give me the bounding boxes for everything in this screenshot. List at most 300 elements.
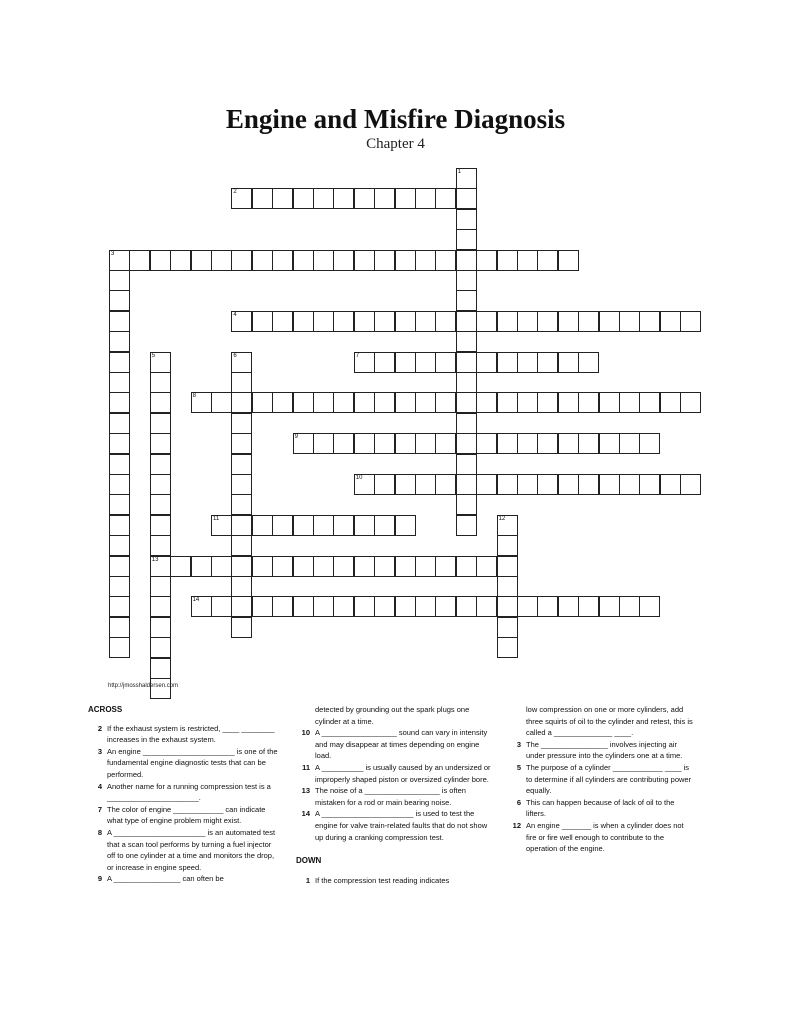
grid-cell[interactable] (395, 474, 416, 495)
clue-continuation: detected by grounding out the spark plugs one cylinder at a time. (315, 705, 470, 726)
grid-cell[interactable] (619, 311, 640, 332)
clue-text: A __________________ sound can vary in intensity and may disappear at times depending on engine load. (315, 728, 488, 761)
grid-cell[interactable] (333, 250, 354, 271)
grid-cell[interactable] (456, 494, 477, 515)
grid-cell[interactable] (252, 250, 273, 271)
grid-cell[interactable] (354, 433, 375, 454)
grid-number: 11 (213, 515, 220, 522)
grid-cell[interactable] (497, 352, 518, 373)
grid-cell[interactable] (109, 392, 130, 413)
grid-cell[interactable] (497, 637, 518, 658)
grid-cell[interactable] (211, 392, 232, 413)
grid-cell[interactable] (333, 392, 354, 413)
grid-cell[interactable] (272, 188, 293, 209)
clue-number: 6 (516, 797, 521, 807)
grid-cell[interactable] (272, 311, 293, 332)
grid-cell[interactable] (109, 454, 130, 475)
grid-cell[interactable] (456, 596, 477, 617)
grid-cell[interactable] (252, 556, 273, 577)
grid-cell[interactable] (313, 392, 334, 413)
grid-cell[interactable] (293, 188, 314, 209)
grid-cell[interactable] (497, 250, 518, 271)
across-clue-13 (296, 785, 492, 808)
grid-cell[interactable] (415, 188, 436, 209)
grid-cell[interactable] (354, 596, 375, 617)
grid-cell[interactable] (109, 311, 130, 332)
grid-cell[interactable] (456, 290, 477, 311)
grid-cell[interactable] (231, 515, 252, 536)
clue-text: The color of engine ____________ can indicate what type of engine problem might exist. (107, 804, 266, 826)
grid-cell[interactable] (150, 576, 171, 597)
grid-cell[interactable] (517, 250, 538, 271)
clue-number: 4 (97, 781, 102, 791)
grid-cell[interactable] (231, 188, 252, 209)
grid-cell[interactable] (395, 188, 416, 209)
grid-cell[interactable] (150, 250, 171, 271)
grid-cell[interactable] (456, 433, 477, 454)
grid-cell[interactable] (578, 311, 599, 332)
grid-cell[interactable] (537, 352, 558, 373)
clue-number: 7 (97, 804, 102, 814)
grid-cell[interactable] (395, 596, 416, 617)
grid-cell[interactable] (517, 596, 538, 617)
grid-cell[interactable] (456, 413, 477, 434)
across-clue-3 (88, 746, 278, 781)
grid-cell[interactable] (231, 372, 252, 393)
grid-cell[interactable] (435, 352, 456, 373)
grid-cell[interactable] (415, 352, 436, 373)
clue-text: The noise of a __________________ is often mistaken for a rod or main bearing noise. (315, 786, 466, 807)
clue-text: If the compression test reading indicates (315, 875, 450, 885)
grid-cell[interactable] (680, 392, 701, 413)
grid-cell[interactable] (252, 188, 273, 209)
grid-cell[interactable] (231, 433, 252, 454)
grid-cell[interactable] (231, 392, 252, 413)
grid-cell[interactable] (211, 596, 232, 617)
grid-cell[interactable] (619, 474, 640, 495)
grid-cell[interactable] (578, 596, 599, 617)
grid-cell[interactable] (354, 188, 375, 209)
grid-cell[interactable] (578, 352, 599, 373)
grid-cell[interactable] (150, 515, 171, 536)
clue-number: 1 (305, 875, 310, 885)
grid-cell[interactable] (599, 392, 620, 413)
grid-cell[interactable] (395, 515, 416, 536)
grid-cell[interactable] (395, 433, 416, 454)
grid-cell[interactable] (415, 433, 436, 454)
grid-cell[interactable] (558, 392, 579, 413)
grid-cell[interactable] (150, 637, 171, 658)
grid-cell[interactable] (497, 535, 518, 556)
grid-cell[interactable] (476, 250, 497, 271)
grid-cell[interactable] (231, 556, 252, 577)
grid-cell[interactable] (170, 556, 191, 577)
grid-cell[interactable] (619, 433, 640, 454)
page-title: Engine and Misfire Diagnosis (225, 104, 566, 134)
grid-cell[interactable] (211, 515, 232, 536)
grid-cell[interactable] (191, 556, 212, 577)
grid-cell[interactable] (109, 556, 130, 577)
grid-cell[interactable] (456, 311, 477, 332)
grid-cell[interactable] (293, 515, 314, 536)
grid-cell[interactable] (272, 250, 293, 271)
grid-cell[interactable] (150, 392, 171, 413)
grid-cell[interactable] (191, 392, 212, 413)
clue-number: 8 (97, 827, 102, 837)
grid-cell[interactable] (211, 250, 232, 271)
grid-cell[interactable] (680, 311, 701, 332)
grid-cell[interactable] (231, 311, 252, 332)
grid-cell[interactable] (252, 596, 273, 617)
grid-cell[interactable] (109, 372, 130, 393)
grid-cell[interactable] (231, 250, 252, 271)
grid-cell[interactable] (558, 250, 579, 271)
grid-number: 3 (111, 250, 115, 257)
grid-number: 8 (192, 393, 196, 400)
grid-cell[interactable] (476, 596, 497, 617)
grid-cell[interactable] (517, 433, 538, 454)
grid-cell[interactable] (456, 331, 477, 352)
clue-number: 3 (97, 746, 102, 756)
grid-cell[interactable] (599, 433, 620, 454)
grid-cell[interactable] (456, 556, 477, 577)
grid-cell[interactable] (354, 556, 375, 577)
grid-cell[interactable] (456, 250, 477, 271)
grid-cell[interactable] (435, 188, 456, 209)
clue-text: A __________ is usually caused by an undersized or improperly shaped piston or oversized cylinder bore. (315, 762, 491, 784)
grid-cell[interactable] (354, 352, 375, 373)
grid-cell[interactable] (456, 515, 477, 536)
clue-number: 14 (301, 809, 310, 819)
grid-cell[interactable] (476, 311, 497, 332)
grid-number: 13 (151, 556, 159, 563)
grid-cell[interactable] (537, 474, 558, 495)
grid-cell[interactable] (537, 250, 558, 271)
grid-cell[interactable] (415, 474, 436, 495)
grid-cell[interactable] (415, 311, 436, 332)
grid-cell[interactable] (599, 311, 620, 332)
grid-cell[interactable] (639, 474, 660, 495)
grid-cell[interactable] (395, 392, 416, 413)
grid-cell[interactable] (476, 474, 497, 495)
across-clue-10 (296, 727, 492, 762)
grid-cell[interactable] (639, 392, 660, 413)
grid-cell[interactable] (537, 392, 558, 413)
grid-cell[interactable] (497, 556, 518, 577)
grid-cell[interactable] (395, 250, 416, 271)
grid-cell[interactable] (374, 596, 395, 617)
grid-cell[interactable] (109, 515, 130, 536)
grid-cell[interactable] (578, 474, 599, 495)
grid-cell[interactable] (354, 392, 375, 413)
grid-cell[interactable] (293, 311, 314, 332)
grid-cell[interactable] (293, 250, 314, 271)
grid-cell[interactable] (415, 556, 436, 577)
grid-cell[interactable] (150, 556, 171, 577)
clues-column-2 (296, 704, 492, 886)
grid-cell[interactable] (456, 168, 477, 189)
grid-cell[interactable] (293, 596, 314, 617)
grid-cell[interactable] (374, 474, 395, 495)
grid-cell[interactable] (497, 515, 518, 536)
grid-cell[interactable] (333, 556, 354, 577)
grid-cell[interactable] (558, 352, 579, 373)
across-clue-8 (88, 827, 278, 873)
grid-cell[interactable] (313, 311, 334, 332)
grid-cell[interactable] (435, 433, 456, 454)
grid-cell[interactable] (639, 433, 660, 454)
grid-cell[interactable] (517, 311, 538, 332)
grid-cell[interactable] (456, 392, 477, 413)
grid-cell[interactable] (272, 392, 293, 413)
grid-cell[interactable] (497, 474, 518, 495)
grid-cell[interactable] (313, 433, 334, 454)
grid-cell[interactable] (293, 433, 314, 454)
grid-cell[interactable] (191, 250, 212, 271)
grid-cell[interactable] (109, 596, 130, 617)
grid-cell[interactable] (395, 352, 416, 373)
down-clue-3 (507, 739, 693, 762)
grid-cell[interactable] (109, 331, 130, 352)
clue-number: 2 (97, 723, 102, 733)
grid-cell[interactable] (497, 596, 518, 617)
grid-cell[interactable] (395, 311, 416, 332)
grid-cell[interactable] (435, 311, 456, 332)
clue-text: If the exhaust system is restricted, ____ ________ increases in the exhaust system. (107, 723, 275, 745)
grid-cell[interactable] (170, 250, 191, 271)
grid-cell[interactable] (456, 454, 477, 475)
clue-number: 13 (301, 786, 310, 796)
clue-number: 12 (512, 820, 521, 830)
grid-cell[interactable] (272, 515, 293, 536)
grid-cell[interactable] (374, 392, 395, 413)
grid-cell[interactable] (599, 596, 620, 617)
clue-text: A ______________________ is used to test the engine for valve train-related faults that do not show up during a cranking compression test. (315, 809, 488, 842)
grid-cell[interactable] (354, 250, 375, 271)
grid-cell[interactable] (497, 617, 518, 638)
grid-cell[interactable] (333, 188, 354, 209)
grid-cell[interactable] (374, 515, 395, 536)
grid-cell[interactable] (231, 617, 252, 638)
clue-number: 3 (516, 739, 521, 749)
grid-cell[interactable] (313, 596, 334, 617)
grid-cell[interactable] (537, 311, 558, 332)
grid-cell[interactable] (476, 392, 497, 413)
grid-cell[interactable] (497, 311, 518, 332)
clue-text: A ________________ can often be (107, 874, 224, 884)
grid-cell[interactable] (109, 433, 130, 454)
clue-text: Another name for a running compression test is a ______________________. (107, 781, 271, 803)
grid-cell[interactable] (374, 188, 395, 209)
grid-cell[interactable] (354, 474, 375, 495)
grid-cell[interactable] (252, 311, 273, 332)
grid-cell[interactable] (456, 372, 477, 393)
grid-cell[interactable] (660, 392, 681, 413)
clue-text: An engine _______ is when a cylinder does not fire or fire well enough to contribute to the operation of the engine. (526, 820, 684, 854)
clue-number: 10 (301, 728, 310, 738)
grid-cell[interactable] (333, 433, 354, 454)
across-clue-14 (296, 808, 492, 843)
grid-cell[interactable] (435, 474, 456, 495)
grid-cell[interactable] (231, 454, 252, 475)
grid-cell[interactable] (517, 474, 538, 495)
grid-cell[interactable] (293, 556, 314, 577)
grid-cell[interactable] (456, 352, 477, 373)
grid-cell[interactable] (109, 617, 130, 638)
grid-cell[interactable] (109, 474, 130, 495)
grid-cell[interactable] (231, 576, 252, 597)
grid-cell[interactable] (231, 535, 252, 556)
grid-cell[interactable] (578, 433, 599, 454)
grid-cell[interactable] (558, 311, 579, 332)
grid-cell[interactable] (272, 596, 293, 617)
grid-cell[interactable] (415, 596, 436, 617)
grid-cell[interactable] (231, 413, 252, 434)
grid-number: 4 (233, 311, 237, 318)
grid-cell[interactable] (150, 372, 171, 393)
down-clue-12 (507, 820, 693, 855)
clue-continuation: low compression on one or more cylinders, add three squirts of oil to the cylinder and retest, this is called a ______________ ____. (526, 705, 693, 738)
grid-number: 12 (498, 515, 506, 522)
clue-text: A ______________________ is an automated test that a scan tool performs by turning a fuel injector off to one cylinder at a time and monitors the drop, or increase in engine speed. (107, 827, 276, 872)
grid-number: 9 (294, 434, 298, 441)
down-clue-6 (507, 797, 693, 820)
grid-cell[interactable] (109, 290, 130, 311)
grid-cell[interactable] (150, 617, 171, 638)
down-heading: DOWN (296, 856, 322, 866)
grid-cell[interactable] (150, 433, 171, 454)
grid-cell[interactable] (619, 392, 640, 413)
grid-cell[interactable] (639, 311, 660, 332)
grid-cell[interactable] (456, 229, 477, 250)
grid-cell[interactable] (313, 188, 334, 209)
grid-cell[interactable] (231, 494, 252, 515)
clue-number: 5 (516, 762, 521, 772)
grid-cell[interactable] (109, 576, 130, 597)
grid-cell[interactable] (476, 352, 497, 373)
grid-cell[interactable] (354, 311, 375, 332)
grid-cell[interactable] (191, 596, 212, 617)
credit-url: http://jmosshaldersen.com (108, 683, 179, 689)
grid-cell[interactable] (456, 270, 477, 291)
grid-cell[interactable] (109, 413, 130, 434)
grid-cell[interactable] (415, 392, 436, 413)
grid-cell[interactable] (374, 250, 395, 271)
grid-cell[interactable] (619, 596, 640, 617)
across-clue-4 (88, 781, 278, 804)
grid-cell[interactable] (435, 556, 456, 577)
grid-cell[interactable] (497, 576, 518, 597)
grid-cell[interactable] (293, 392, 314, 413)
grid-cell[interactable] (558, 596, 579, 617)
grid-cell[interactable] (456, 209, 477, 230)
grid-cell[interactable] (476, 433, 497, 454)
grid-cell[interactable] (109, 637, 130, 658)
grid-cell[interactable] (109, 352, 130, 373)
grid-cell[interactable] (578, 392, 599, 413)
grid-cell[interactable] (252, 392, 273, 413)
grid-cell[interactable] (333, 596, 354, 617)
grid-cell[interactable] (435, 250, 456, 271)
grid-cell[interactable] (558, 433, 579, 454)
grid-cell[interactable] (517, 352, 538, 373)
grid-number: 6 (233, 352, 237, 359)
across-heading: ACROSS (88, 705, 123, 714)
grid-cell[interactable] (333, 311, 354, 332)
grid-cell[interactable] (129, 250, 150, 271)
grid-cell[interactable] (456, 188, 477, 209)
grid-cell[interactable] (252, 515, 273, 536)
grid-cell[interactable] (374, 311, 395, 332)
grid-cell[interactable] (109, 250, 130, 271)
grid-cell[interactable] (599, 474, 620, 495)
across-clue-list (88, 723, 278, 885)
grid-cell[interactable] (313, 515, 334, 536)
grid-cell[interactable] (272, 556, 293, 577)
grid-cell[interactable] (333, 515, 354, 536)
grid-cell[interactable] (109, 535, 130, 556)
grid-cell[interactable] (680, 474, 701, 495)
grid-cell[interactable] (150, 474, 171, 495)
grid-cell[interactable] (150, 352, 171, 373)
down-clue-5 (507, 762, 693, 797)
clue-number: 11 (302, 762, 310, 772)
clue-text: An engine ______________________ is one of the fundamental engine diagnostic tests that can be performed. (107, 746, 278, 779)
grid-cell[interactable] (660, 474, 681, 495)
clue-text: The purpose of a cylinder ____________ ____ is to determine if all cylinders are contributing power equally. (526, 762, 692, 796)
grid-cell[interactable] (109, 270, 130, 291)
clues-column-3 (507, 704, 693, 855)
grid-number: 2 (233, 189, 237, 196)
grid-cell[interactable] (537, 596, 558, 617)
grid-cell[interactable] (374, 556, 395, 577)
page-subtitle: Chapter 4 (366, 136, 425, 152)
grid-cell[interactable] (313, 250, 334, 271)
grid-cell[interactable] (639, 596, 660, 617)
grid-cell[interactable] (211, 556, 232, 577)
grid-cell[interactable] (354, 515, 375, 536)
grid-cell[interactable] (537, 433, 558, 454)
grid-cell[interactable] (231, 596, 252, 617)
grid-cell[interactable] (150, 494, 171, 515)
grid-cell[interactable] (497, 392, 518, 413)
grid-cell[interactable] (517, 392, 538, 413)
grid-cell[interactable] (150, 596, 171, 617)
grid-cell[interactable] (150, 658, 171, 679)
grid-cell[interactable] (435, 596, 456, 617)
grid-cell[interactable] (150, 413, 171, 434)
grid-cell[interactable] (497, 433, 518, 454)
grid-cell[interactable] (558, 474, 579, 495)
grid-cell[interactable] (109, 494, 130, 515)
grid-cell[interactable] (456, 474, 477, 495)
grid-number: 5 (151, 352, 156, 359)
grid-cell[interactable] (395, 556, 416, 577)
clues-column-1 (88, 704, 278, 885)
grid-cell[interactable] (415, 250, 436, 271)
grid-cell[interactable] (374, 433, 395, 454)
across-clue-list-continued (296, 727, 492, 843)
grid-cell[interactable] (150, 535, 171, 556)
grid-cell[interactable] (660, 311, 681, 332)
grid-cell[interactable] (313, 556, 334, 577)
grid-cell[interactable] (435, 392, 456, 413)
grid-cell[interactable] (374, 352, 395, 373)
grid-cell[interactable] (231, 474, 252, 495)
grid-cell[interactable] (150, 454, 171, 475)
grid-cell[interactable] (476, 556, 497, 577)
grid-cell[interactable] (231, 352, 252, 373)
